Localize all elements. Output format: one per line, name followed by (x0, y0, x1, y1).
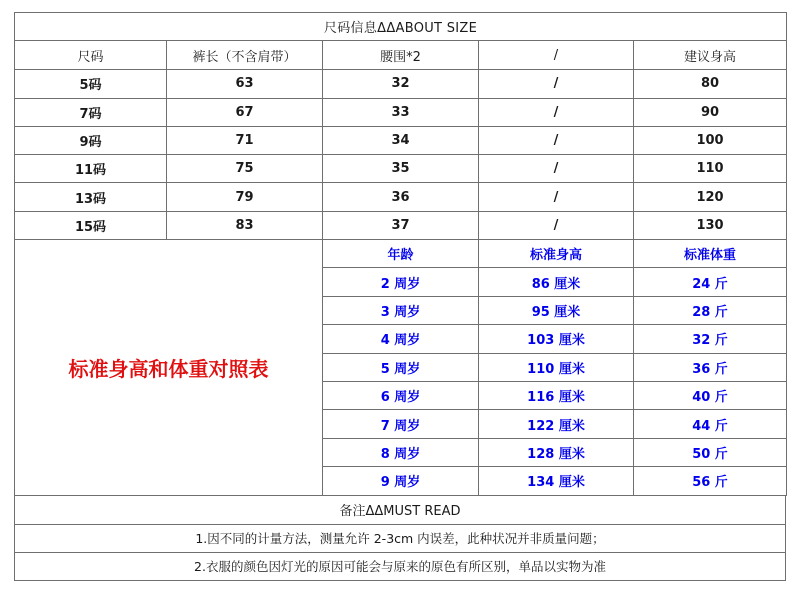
notes-title: 备注ΔΔMUST READ (15, 495, 786, 524)
cell-size: 13码 (15, 183, 167, 211)
cell-length: 71 (167, 126, 323, 154)
cell-std-height: 86 厘米 (479, 268, 634, 296)
cell-height: 110 (634, 155, 787, 183)
cell-slash: / (479, 98, 634, 126)
reference-table (14, 239, 787, 496)
size-table (14, 12, 787, 240)
cell-age: 7 周岁 (323, 410, 479, 438)
reference-header-row (15, 240, 787, 268)
cell-length: 83 (167, 211, 323, 239)
cell-age: 6 周岁 (323, 382, 479, 410)
cell-std-weight: 28 斤 (634, 296, 787, 324)
cell-waist: 36 (323, 183, 479, 211)
cell-std-weight: 44 斤 (634, 410, 787, 438)
cell-std-height: 128 厘米 (479, 438, 634, 466)
cell-age: 9 周岁 (323, 467, 479, 495)
cell-waist: 32 (323, 70, 479, 98)
cell-waist: 35 (323, 155, 479, 183)
table-row (15, 183, 787, 211)
cell-std-weight: 24 斤 (634, 268, 787, 296)
cell-std-weight: 40 斤 (634, 382, 787, 410)
cell-std-weight: 50 斤 (634, 438, 787, 466)
size-table-header-row (15, 41, 787, 70)
cell-age: 5 周岁 (323, 353, 479, 381)
cell-std-weight: 36 斤 (634, 353, 787, 381)
cell-age: 8 周岁 (323, 438, 479, 466)
table-row (15, 155, 787, 183)
cell-waist: 33 (323, 98, 479, 126)
cell-slash: / (479, 126, 634, 154)
cell-size: 15码 (15, 211, 167, 239)
cell-height: 100 (634, 126, 787, 154)
cell-size: 5码 (15, 70, 167, 98)
cell-slash: / (479, 155, 634, 183)
cell-slash: / (479, 211, 634, 239)
cell-age: 2 周岁 (323, 268, 479, 296)
notes-table (14, 495, 786, 581)
cell-height: 130 (634, 211, 787, 239)
header-age: 年龄 (323, 240, 479, 268)
cell-size: 11码 (15, 155, 167, 183)
note-line: 1.因不同的计量方法，测量允许 2-3cm 内误差，此种状况并非质量问题； (15, 524, 786, 552)
cell-std-height: 122 厘米 (479, 410, 634, 438)
table-row (15, 211, 787, 239)
header-slash: / (479, 41, 634, 70)
cell-std-weight: 56 斤 (634, 467, 787, 495)
cell-slash: / (479, 70, 634, 98)
size-table-title: 尺码信息ΔΔABOUT SIZE (15, 13, 787, 41)
header-size: 尺码 (15, 41, 167, 70)
cell-std-height: 134 厘米 (479, 467, 634, 495)
table-row (15, 126, 787, 154)
cell-std-height: 95 厘米 (479, 296, 634, 324)
cell-length: 63 (167, 70, 323, 98)
cell-waist: 34 (323, 126, 479, 154)
cell-height: 120 (634, 183, 787, 211)
cell-height: 90 (634, 98, 787, 126)
cell-std-height: 110 厘米 (479, 353, 634, 381)
cell-slash: / (479, 183, 634, 211)
cell-std-height: 116 厘米 (479, 382, 634, 410)
cell-waist: 37 (323, 211, 479, 239)
header-height: 建议身高 (634, 41, 787, 70)
size-chart (14, 12, 786, 581)
reference-label: 标准身高和体重对照表 (15, 240, 323, 496)
note-line: 2.衣服的颜色因灯光的原因可能会与原来的原色有所区别，单品以实物为准 (15, 552, 786, 580)
header-length: 裤长（不含肩带） (167, 41, 323, 70)
cell-height: 80 (634, 70, 787, 98)
cell-length: 79 (167, 183, 323, 211)
header-std-height: 标准身高 (479, 240, 634, 268)
cell-size: 9码 (15, 126, 167, 154)
cell-std-height: 103 厘米 (479, 325, 634, 353)
header-waist: 腰围*2 (323, 41, 479, 70)
table-row (15, 70, 787, 98)
cell-length: 75 (167, 155, 323, 183)
cell-length: 67 (167, 98, 323, 126)
header-std-weight: 标准体重 (634, 240, 787, 268)
table-row (15, 98, 787, 126)
cell-age: 3 周岁 (323, 296, 479, 324)
cell-size: 7码 (15, 98, 167, 126)
cell-age: 4 周岁 (323, 325, 479, 353)
cell-std-weight: 32 斤 (634, 325, 787, 353)
